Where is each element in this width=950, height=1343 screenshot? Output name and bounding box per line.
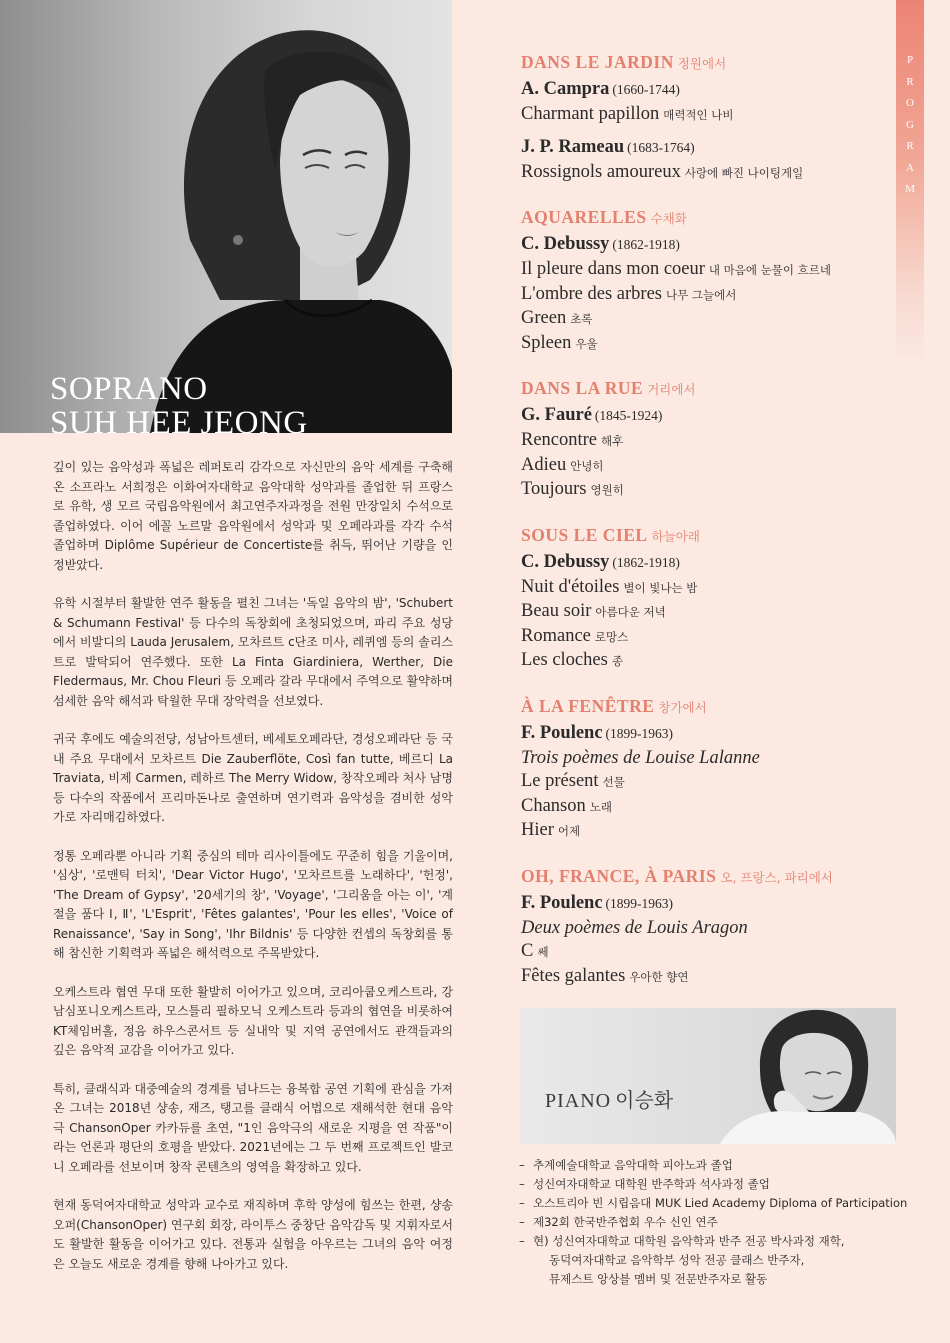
piece-title: Deux poèmes de Louis Aragon — [521, 917, 748, 938]
career-text: 제32회 한국반주협회 우수 신인 연주 — [533, 1215, 718, 1229]
pianist-name-ko: 이승화 — [615, 1088, 674, 1112]
program-list — [521, 50, 891, 1009]
piece-title-ko: 우울 — [575, 336, 598, 351]
side-label-letter: R — [906, 140, 914, 152]
piece — [521, 478, 891, 503]
piece-title: Trois poèmes de Louise Lalanne — [521, 747, 760, 768]
soprano-title-line1: SOPRANO — [50, 371, 208, 407]
piece — [521, 161, 891, 186]
piece-title: Nuit d'étoiles — [521, 576, 620, 597]
piece-title: Beau soir — [521, 601, 592, 621]
piece-title: Spleen — [521, 332, 572, 353]
piece-title: Toujours — [521, 479, 587, 499]
piece-title-ko: 우아한 향연 — [629, 969, 689, 984]
soprano-portrait-photo — [0, 0, 452, 433]
section-title-ko: 거리에서 — [647, 382, 696, 397]
section-title — [521, 694, 891, 720]
piece-title-ko: 아름다운 저녁 — [595, 605, 666, 619]
piece — [521, 600, 891, 625]
section-title — [521, 205, 891, 231]
composer — [521, 402, 891, 429]
bio-paragraph: 특히, 클래식과 대중예술의 경계를 넘나드는 융복합 공연 기획에 관심을 가져온 그녀는 2018년 샹송, 재즈, 탱고를 클래식 어법으로 재해석한 현대 음악극 ChansonOper 카카듀를 초연, "1인 음악극의 새로운 지평을 연 작품"이라는 언론과 평단의 호평을 받았다. 2021년에는 그 두 번째 프로젝트인 발코니 오페라를 선보이며 창작 콘텐츠의 영역을 확장하고 있다. — [53, 1081, 453, 1174]
section-title-ko: 수채화 — [650, 211, 687, 226]
piece-title-ko: 해후 — [601, 434, 624, 448]
composer — [521, 720, 891, 747]
program-side-label — [896, 50, 924, 201]
piece-title: Rencontre — [521, 430, 598, 450]
composer-years: (1862-1918) — [612, 554, 680, 570]
section-title — [521, 376, 891, 402]
piece — [521, 454, 891, 479]
section-title — [521, 864, 891, 890]
program-section — [521, 50, 891, 185]
program-section — [521, 376, 891, 503]
piece-title: Charmant papillon — [521, 104, 660, 124]
composer-name: A. Campra — [521, 79, 610, 99]
side-label-letter: O — [906, 97, 914, 109]
bio-paragraph: 정통 오페라뿐 아니라 기획 중심의 테마 리사이틀에도 꾸준히 힘을 기울이며, '심상', '로맨틱 터치', 'Dear Victor Hugo', '모차르트를 노래하다', '헌정', 'The Dream of Gypsy', '20세기의 창', 'Voyage', '그리움을 아는 이', '계절을 품다 Ⅰ, Ⅱ', 'L'Esprit', 'Fêtes galantes', 'Pour les elles', 'Voice of Renaissance', 'Say in Song', 'Ihr Bildnis' 등 다양한 컨셉의 독창회를 통해 참신한 기획력과 폭넓은 해석력으로 주목받았다. — [53, 848, 453, 960]
section-title-fr: OH, FRANCE, À PARIS — [521, 865, 717, 886]
piece-title: Rossignols amoureux — [521, 161, 681, 182]
piece-title: Adieu — [521, 454, 567, 475]
piece — [521, 649, 891, 674]
composer-years: (1845-1924) — [594, 408, 663, 423]
bio-paragraph: 유학 시절부터 활발한 연주 활동을 펼친 그녀는 '독일 음악의 밤', 'Schubert & Schumann Festival' 등 다수의 독창회에 초청되었으며, 파리 주요 성당에서 비발디의 Lauda Jerusalem, 모차르트 c단조 미사, 레퀴엠 등의 솔리스트로 발탁되어 연주했다. 또한 La Finta Giardiniera, Werther, Die Fledermaus, Mr. Chou Fleuri 등 오페라 갈라 무대에서 주역으로 활약하며 섬세한 음악 해석과 탁월한 무대 장악력을 선보였다. — [53, 596, 453, 708]
piece-title-ko: 선물 — [602, 775, 625, 789]
piece-title-ko: 노래 — [589, 799, 612, 814]
composer-years: (1899-1963) — [605, 895, 674, 911]
section-title-fr: SOUS LE CIEL — [521, 524, 648, 545]
piece-title: Romance — [521, 625, 591, 646]
piece — [521, 770, 891, 795]
composer — [521, 76, 891, 103]
composer-years: (1899-1963) — [605, 725, 674, 741]
side-label-letter: P — [906, 54, 914, 66]
piece — [521, 258, 891, 283]
piece-title-ko: 초록 — [570, 312, 593, 326]
section-title-ko: 하늘아래 — [651, 528, 700, 544]
piece — [521, 307, 891, 332]
bio-paragraph: 깊이 있는 음악성과 폭넓은 레퍼토리 감각으로 자신만의 음악 세계를 구축해온 소프라노 서희정은 이화여자대학교 음악대학 성악과를 졸업한 뒤 프랑스로 유학, 생 모르 국립음악원에서 최고연주자과정을 전원 만장일치 수석으로 졸업하였다. 이어 에꼴 노르말 음악원에서 성악과 및 오페라과를 각각 수석 졸업하며 Diplôme Supérieur de Concertiste를 취득, 뛰어난 기량을 인정받았다. — [53, 460, 453, 572]
piece-title: Les cloches — [521, 650, 608, 670]
side-label-letter: M — [905, 183, 915, 195]
piece-title: L'ombre des arbres — [521, 283, 662, 304]
piece — [521, 940, 891, 965]
program-section — [521, 523, 891, 674]
career-item — [519, 1156, 919, 1175]
piece — [521, 965, 891, 990]
piece — [521, 819, 891, 844]
side-label-letter: R — [906, 75, 914, 88]
piece — [521, 917, 891, 941]
bio-paragraph: 현재 동덕여자대학교 성악과 교수로 재직하며 후학 양성에 힘쓰는 한편, 샹송오퍼(ChansonOper) 연구회 회장, 라이투스 중창단 음악감독 및 지휘자로서도 활발한 활동을 이어가고 있다. 전통과 실험을 아우르는 그녀의 음악 여정은 오늘도 새로운 경계를 향해 나아가고 있다. — [53, 1198, 453, 1271]
composer — [521, 890, 891, 917]
piece-title: Le présent — [521, 771, 599, 791]
career-text: 추계예술대학교 음악대학 피아노과 졸업 — [533, 1158, 733, 1172]
bio-paragraph: 귀국 후에도 예술의전당, 성남아트센터, 베세토오페라단, 경성오페라단 등 국내 주요 무대에서 모차르트 Die Zauberflöte, Così fan tutte, 베르디 La Traviata, 비제 Carmen, 레하르 The Merry Widow, 창작오페라 처사 남명 등 다수의 작품에서 프리마돈나로 출연하며 연기력과 음악성을 겸비한 성악가로 자리매김하였다. — [53, 732, 453, 824]
composer-name: G. Fauré — [521, 405, 592, 425]
piece — [521, 283, 891, 308]
section-title-ko: 창가에서 — [658, 699, 707, 715]
piece-title-ko: 로망스 — [594, 629, 629, 644]
career-item — [519, 1175, 919, 1194]
pianist-portrait-illustration — [520, 1008, 896, 1144]
piece — [521, 103, 891, 128]
pianist-name — [545, 1084, 673, 1113]
career-item — [519, 1213, 919, 1232]
piece-title-ko: 종 — [611, 654, 623, 668]
composer — [521, 231, 891, 258]
pianist-career-list — [519, 1156, 919, 1289]
section-title-ko: 오, 프랑스, 파리에서 — [720, 869, 833, 885]
piece-title-ko: 나무 그늘에서 — [666, 287, 737, 302]
pianist-role: PIANO — [545, 1090, 612, 1112]
side-label-letter: G — [906, 118, 914, 131]
composer-years: (1683-1764) — [627, 139, 695, 155]
composer — [521, 549, 891, 576]
soprano-biography — [53, 458, 453, 1293]
composer-years: (1660-1744) — [612, 82, 680, 97]
composer-name: F. Poulenc — [521, 892, 603, 913]
program-section — [521, 205, 891, 356]
piece-title-ko: 내 마음에 눈물이 흐르네 — [708, 263, 831, 277]
section-title-fr: AQUARELLES — [521, 207, 647, 227]
program-section — [521, 694, 891, 844]
piece — [521, 795, 891, 820]
pianist-card — [520, 1008, 896, 1144]
piece-title: Hier — [521, 820, 554, 840]
composer-name: F. Poulenc — [521, 722, 603, 743]
piece-title-ko: 안녕히 — [570, 458, 604, 473]
section-title-fr: DANS LA RUE — [521, 378, 644, 398]
piece-title-ko: 매력적인 나비 — [663, 108, 734, 122]
career-item — [519, 1194, 919, 1213]
section-title-ko: 정원에서 — [677, 56, 727, 71]
piece-title-ko: 영원히 — [590, 483, 624, 497]
soprano-portrait-illustration — [0, 0, 452, 433]
composer-name: C. Debussy — [521, 234, 610, 254]
piece — [521, 576, 891, 601]
soprano-title-line2: SUH HEE JEONG — [50, 405, 308, 441]
section-title-fr: À LA FENÊTRE — [521, 695, 655, 716]
piece-title: Chanson — [521, 795, 586, 816]
career-text: 오스트리아 빈 시립음대 MUK Lied Academy Diploma of Participation — [533, 1196, 908, 1210]
career-text: 성신여자대학교 대학원 반주학과 석사과정 졸업 — [533, 1177, 770, 1191]
piece — [521, 429, 891, 454]
piece-title: C — [521, 941, 534, 961]
section-title — [521, 50, 891, 76]
career-text: 현) 성신여자대학교 대학원 음악학과 반주 전공 박사과정 재학, — [533, 1234, 845, 1248]
piece-title-ko: 별이 빛나는 밤 — [623, 580, 698, 595]
program-section — [521, 864, 891, 990]
composer-name: J. P. Rameau — [521, 136, 625, 157]
composer-years: (1862-1918) — [612, 237, 680, 252]
piece-title-ko: 어제 — [557, 824, 581, 838]
piece — [521, 747, 891, 771]
career-item — [519, 1232, 919, 1289]
side-label-letter: A — [906, 161, 914, 174]
section-title — [521, 523, 891, 549]
bio-paragraph: 오케스트라 협연 무대 또한 활발히 이어가고 있으며, 코리아쿱오케스트라, 강남심포니오케스트라, 모스틀리 필하모닉 오케스트라 등과의 협연을 비롯하여 KT체임버홀, 정음 하우스콘서트 등 실내악 및 지역 공연에서도 관객들과의 깊은 음악적 교감을 이어가고 있다. — [53, 984, 453, 1057]
piece-title-ko: 사랑에 빠진 나이팅게일 — [684, 165, 804, 180]
career-text-continued: 동덕여자대학교 음악학부 성악 전공 클래스 반주자, — [549, 1253, 805, 1267]
soprano-title — [50, 372, 308, 440]
career-text-continued: 뮤제스트 앙상블 멤버 및 전문반주자로 활동 — [549, 1272, 768, 1286]
section-title-fr: DANS LE JARDIN — [521, 52, 674, 72]
piece — [521, 625, 891, 650]
piece-title: Il pleure dans mon coeur — [521, 259, 705, 279]
piece-title: Fêtes galantes — [521, 965, 626, 986]
composer-name: C. Debussy — [521, 551, 610, 572]
piece-title-ko: 쎄 — [537, 945, 549, 959]
piece — [521, 332, 891, 357]
composer — [521, 134, 891, 161]
piece-title: Green — [521, 308, 567, 328]
